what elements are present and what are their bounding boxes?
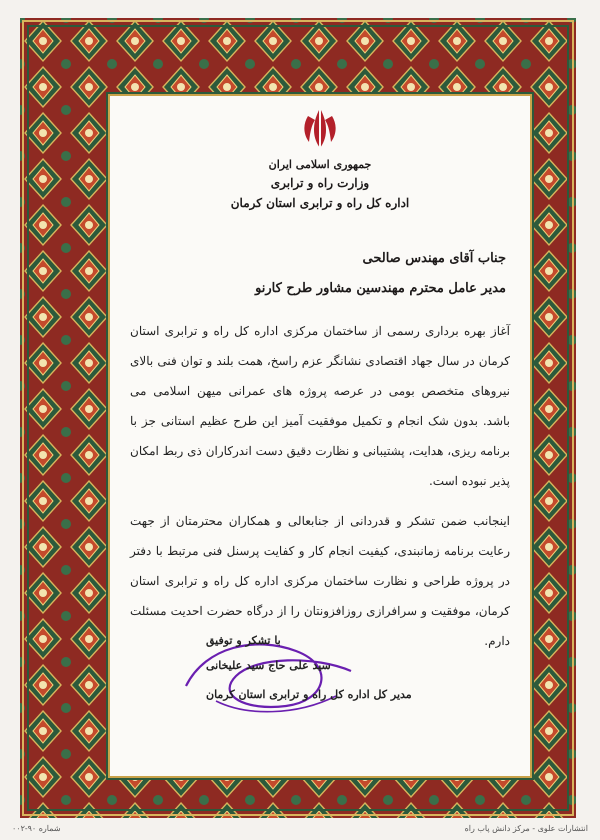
recipient-name: جناب آقای مهندس صالحی (362, 251, 506, 266)
letter-body (130, 316, 510, 666)
iran-emblem-icon (297, 104, 343, 154)
recipient-title: مدیر عامل محترم مهندسین مشاور طرح کارنو (255, 281, 506, 296)
footer-number: شماره ۹۰-۰۰۲ (12, 824, 61, 833)
signature-name: سید علی حاج سید علیخانی (206, 659, 331, 672)
header-country: جمهوری اسلامی ایران (268, 158, 372, 171)
body-paragraph-1: آغاز بهره برداری رسمی از ساختمان مرکزی اداره کل راه و ترابری استان کرمان در سال جهاد اقتصادی نشانگر عزم راسخ، همت بلند و توان فنی بالای نیروهای متخصص بومی در عرصه پروژه های عمرانی میهن اسلامی می باشد. بدون شک انجام و تکمیل موفقیت آمیز این طرح عظیم استانی جز با برنامه ریزی، هدایت، پشتیبانی و نظارت دقیق دست اندرکاران ذی ربط امکان پذیر نبوده است. (130, 324, 510, 488)
page-footer (12, 824, 588, 836)
signature-title: مدیر کل اداره کل راه و ترابری استان کرمان (206, 688, 412, 701)
letter-paper (110, 96, 530, 776)
header-department: اداره کل راه و ترابری استان کرمان (230, 196, 410, 210)
decorative-frame (20, 18, 576, 818)
body-paragraph-2: اینجانب ضمن تشکر و قدردانی از جنابعالی و همکاران محترمتان از جهت رعایت برنامه زمانبندی، کیفیت انجام کار و کفایت پرسنل فنی مرتبط با دفتر در پروژه طراحی و نظارت ساختمان مرکزی اداره کل راه و ترابری استان کرمان، موفقیت و سرافرازی روزافزونتان را از درگاه حضرت احدیت مسئلت دارم. (130, 514, 510, 648)
footer-publisher: انتشارات علوی - مرکز دانش پاب راه (464, 824, 588, 833)
header-ministry: وزارت راه و ترابری (270, 176, 370, 190)
signature-closing: با تشکر و توفیق (206, 634, 281, 647)
